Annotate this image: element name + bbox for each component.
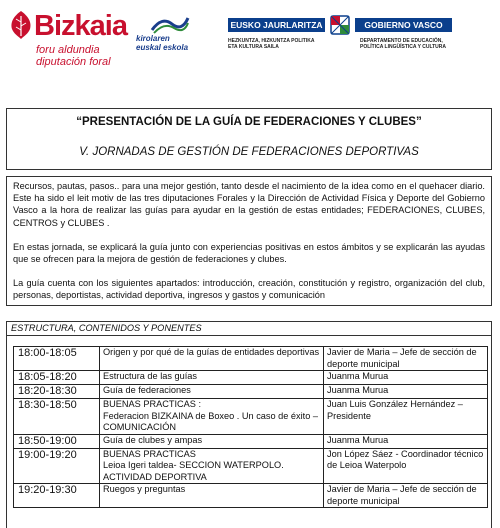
topic-cell: [100, 347, 324, 371]
bizkaia-subtitle-es: diputación foral: [36, 56, 111, 68]
speaker-line: Juanma Murua: [327, 434, 389, 445]
time-cell: 18:30-18:50: [14, 399, 100, 435]
wave-icon: [150, 14, 190, 34]
topic-cell: [100, 399, 324, 435]
crest-icon: [328, 14, 352, 36]
topic-line: BUENAS PRACTICAS :: [103, 399, 202, 409]
bizkaia-logo: [6, 8, 130, 70]
gv-name-eu: EUSKO JAURLARITZA: [228, 18, 325, 32]
topic-line: Leioa Igeri taldea- SECCION WATERPOLO. ACTIVIDAD DEPORTIVA: [103, 460, 284, 482]
topic-line: Ruegos y preguntas: [103, 484, 186, 494]
topic-line: BUENAS PRACTICAS: [103, 448, 196, 459]
speaker-cell: [324, 371, 488, 385]
gv-dept-eu-line-2: ETA KULTURA SAILA: [228, 44, 279, 50]
intro-paragraph-2: En estas jornada, se explicará la guía junto con experiencias positivas en estos ámbitos y se explicarán las ayudas que se ofrecen para la mejora de gestión de federaciones y clubes.: [13, 241, 485, 265]
speaker-cell: [324, 385, 488, 399]
speaker-line: Jon López Sáez - Coordinador técnico de Leioa Waterpolo: [327, 448, 484, 470]
intro-paragraph-3: La guía cuenta con los siguientes apartados: introducción, creación, constitución y registro, organización del club, personas, deportistas, actividad deportiva, ingresos y gastos y comunicación: [13, 278, 485, 301]
time-cell: 18:05-18:20: [14, 371, 100, 385]
speaker-line: Javier de Maria – Jefe de sección de deporte municipal: [327, 347, 477, 369]
table-row: [14, 434, 488, 448]
topic-line: Guía de federaciones: [103, 385, 191, 395]
time-cell: 19:00-19:20: [14, 448, 100, 484]
speaker-line: Juan Luis González Hernández – Presidente: [327, 399, 463, 421]
speaker-line: Juanma Murua: [327, 371, 389, 381]
speaker-line: Juanma Murua: [327, 385, 389, 395]
speaker-cell: [324, 448, 488, 484]
title-box: [6, 108, 492, 170]
bizkaia-name: Bizkaia: [34, 10, 127, 42]
topic-cell: [100, 448, 324, 484]
speaker-cell: [324, 434, 488, 448]
speaker-cell: [324, 484, 488, 508]
topic-line: Federacion BIZKAINA de Boxeo . Un caso de éxito – COMUNICACIÓN: [103, 410, 319, 432]
kirol-line-1: kirolaren: [136, 34, 170, 43]
time-cell: 18:00-18:05: [14, 347, 100, 371]
time-cell: 18:50-19:00: [14, 434, 100, 448]
kirolaren-euskal-eskola-logo: [130, 14, 200, 54]
schedule-section: [6, 321, 492, 528]
topic-line: Estructura de las guías: [103, 371, 197, 381]
gv-dept-eu-line-1: HEZKUNTZA, HIZKUNTZA POLITIKA: [228, 38, 315, 44]
speaker-cell: [324, 347, 488, 371]
gv-dept-es-line-1: DEPARTAMENTO DE EDUCACIÓN,: [360, 38, 443, 44]
kirol-line-2: euskal eskola: [136, 43, 189, 52]
gv-dept-es-line-2: POLÍTICA LINGÜÍSTICA Y CULTURA: [360, 44, 447, 50]
table-row: [14, 484, 488, 508]
bizkaia-leaf-icon: [8, 10, 34, 40]
intro-paragraph-1: Recursos, pautas, pasos.. para una mejor gestión, tanto desde el nacimiento de la idea como en el quehacer diario. Este ha sido el leit motiv de las tres diputaciones Forales y la Dirección de Actividad Física y Deporte del Gobierno Vasco a la hora de realizar las guías para ayudar en la gestión de estas entidades; FEDERACIONES, CLUBES, CENTROS y CLUBES .: [13, 181, 485, 228]
topic-cell: [100, 484, 324, 508]
topic-line: Guía de clubes y ampas: [103, 434, 203, 445]
time-cell: 19:20-19:30: [14, 484, 100, 508]
gobierno-vasco-logo: [228, 18, 452, 62]
time-cell: 18:20-18:30: [14, 385, 100, 399]
header-logos: [0, 0, 500, 80]
topic-cell: [100, 371, 324, 385]
document-subtitle: V. JORNADAS DE GESTIÓN DE FEDERACIONES DEPORTIVAS: [79, 146, 419, 158]
schedule-table: [13, 346, 488, 508]
document-title: “PRESENTACIÓN DE LA GUÍA DE FEDERACIONES Y CLUBES”: [76, 116, 422, 128]
speaker-cell: [324, 399, 488, 435]
topic-cell: [100, 434, 324, 448]
gv-name-es: GOBIERNO VASCO: [355, 18, 452, 32]
table-row: [14, 399, 488, 435]
topic-line: Origen y por qué de la guías de entidades deportivas: [103, 347, 320, 357]
table-row: [14, 385, 488, 399]
bizkaia-subtitle-eu: foru aldundia: [36, 44, 100, 56]
table-row: [14, 448, 488, 484]
topic-cell: [100, 385, 324, 399]
table-row: [14, 347, 488, 371]
table-row: [14, 371, 488, 385]
speaker-line: Javier de Maria – Jefe de sección de deporte municipal: [327, 484, 477, 506]
schedule-heading: ESTRUCTURA, CONTENIDOS Y PONENTES: [7, 322, 491, 336]
intro-box: [6, 176, 492, 306]
